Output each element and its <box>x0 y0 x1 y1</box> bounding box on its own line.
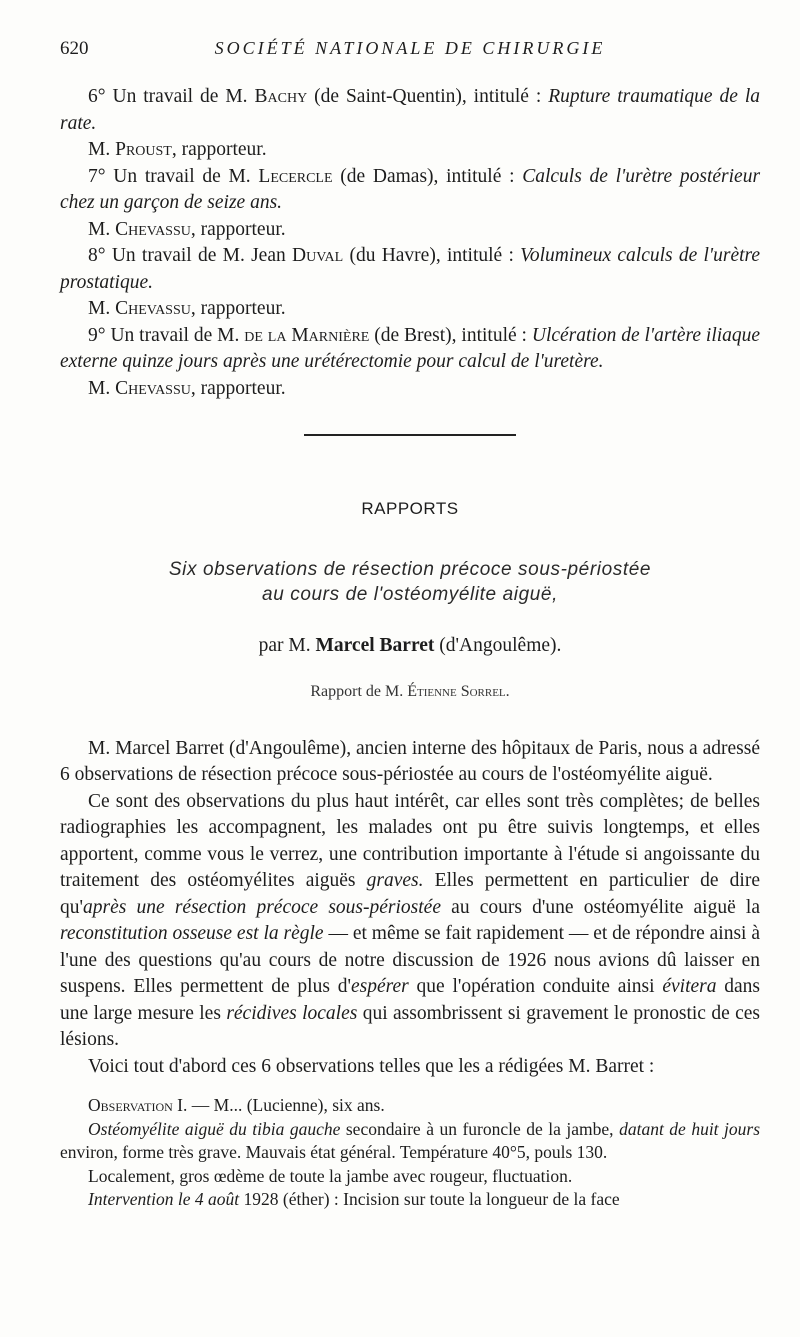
rapporteur-line: M. Chevassu, rapporteur. <box>88 377 286 399</box>
report-line: Rapport de M. Étienne Sorrel. <box>310 683 510 700</box>
list-item <box>60 243 760 323</box>
rapporteur-line: M. Chevassu, rapporteur. <box>88 298 286 319</box>
section-title: RAPPORTS <box>361 499 459 518</box>
list-item <box>60 323 760 403</box>
page-content <box>60 84 760 1212</box>
work-title: Volumineux calculs de l'urètre prostatique. <box>60 245 761 293</box>
page-number: 620 <box>60 38 89 59</box>
body-paragraph: M. Marcel Barret (d'Angoulême), ancien interne des hôpitaux de Paris, nous a adressé 6 observations de résection précoce sous-périostée au cours de l'ostéomyélite aiguë. <box>60 737 760 785</box>
article-title: Six observations de résection précoce sous-périostée au cours de l'ostéomyélite aiguë, <box>168 558 652 605</box>
body-paragraph: Voici tout d'abord ces 6 observations telles que les a rédigées M. Barret : <box>88 1055 655 1077</box>
work-title: Calculs de l'urètre postérieur chez un garçon de seize ans. <box>60 165 761 213</box>
item-entry: 6° Un travail de M. Bachy (de Saint-Quentin), intitulé : Rupture traumatique de la rate. <box>60 86 761 134</box>
item-entry: 7° Un travail de M. Lecercle (de Damas), intitulé : Calculs de l'urètre postérieur chez un garçon de seize ans. <box>60 165 761 213</box>
author-name: Duval <box>292 245 344 266</box>
rapporteur-line: M. Chevassu, rapporteur. <box>88 218 286 240</box>
running-title: SOCIÉTÉ NATIONALE DE CHIRURGIE <box>214 38 606 58</box>
list-item <box>60 84 760 164</box>
section-divider <box>304 434 516 436</box>
item-entry: 9° Un travail de M. de la Marnière (de Brest), intitulé : Ulcération de l'artère iliaque externe quinze jours après une urétérectomie pour calcul de l'uretère. <box>60 324 761 372</box>
article-byline: par M. Marcel Barret (d'Angoulême). <box>258 634 562 656</box>
byline-author: Marcel Barret <box>315 634 435 656</box>
author-name: de la Marnière <box>244 324 370 346</box>
page-header <box>60 38 760 62</box>
work-title: Rupture traumatique de la rate. <box>60 86 761 134</box>
body-paragraph: Ce sont des observations du plus haut intérêt, car elles sont très complètes; de belles radiographies les accompagnent, les malades ont pu être suivis longtemps, et elles apportent, comme vous le verrez, une contribution importante à l'étude si angoissante du traitement des ostéomyélites aiguës graves. Elles permettent en particulier de dire qu'après une résection précoce sous-périostée au cours d'une ostéomyélite aiguë la reconstitution osseuse est la règle — et même se fait rapidement — et de répondre ainsi à l'une des questions qu'au cours de notre discussion de 1926 nous avions dû laisser en suspens. Elles permettent de plus d'espérer que l'opération conduite ainsi évitera dans une large mesure les récidives locales qui assombrissent si gravement le pronostic de ces lésions. <box>60 790 761 1050</box>
observation-text: Ostéomyélite aiguë du tibia gauche secondaire à un furoncle de la jambe, datant de huit jours environ, forme très grave. Mauvais état général. Température 40°5, pouls 130. <box>60 1118 761 1162</box>
work-title: Ulcération de l'artère iliaque externe quinze jours après une urétérectomie pour calcul de l'uretère. <box>60 324 761 372</box>
author-name: Lecercle <box>258 165 333 187</box>
observation-text: Intervention le 4 août 1928 (éther) : Incision sur toute la longueur de la face <box>88 1189 620 1209</box>
rapporteur-line: M. Proust, rapporteur. <box>88 139 267 160</box>
list-item <box>60 164 760 244</box>
author-name: Bachy <box>254 86 308 107</box>
item-entry: 8° Un travail de M. Jean Duval (du Havre), intitulé : Volumineux calculs de l'urètre prostatique. <box>60 245 761 293</box>
observation-heading: Observation I. — M... (Lucienne), six ans. <box>88 1095 385 1115</box>
observation-text: Localement, gros œdème de toute la jambe avec rougeur, fluctuation. <box>88 1165 573 1186</box>
